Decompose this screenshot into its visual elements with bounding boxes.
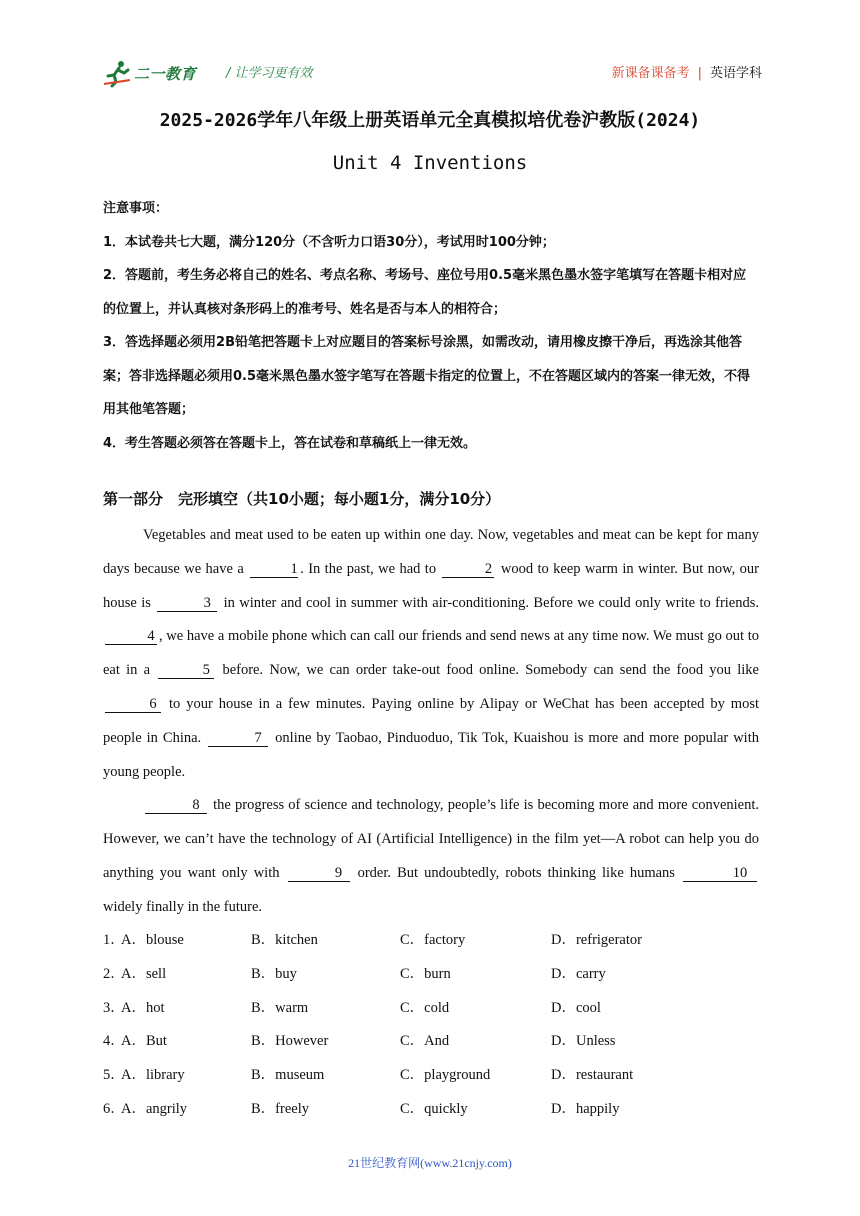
option-d: D．cool bbox=[551, 999, 601, 1016]
question-number: 4． bbox=[103, 1033, 125, 1050]
option-d: D．restaurant bbox=[551, 1067, 634, 1084]
passage-paragraph-1 bbox=[103, 519, 759, 789]
blank-6: 6 bbox=[105, 696, 161, 713]
option-a: A．angrily bbox=[121, 1100, 188, 1117]
header-course-label: 新课备课备考 bbox=[611, 66, 690, 81]
option-row bbox=[103, 992, 759, 1026]
blank-2: 2 bbox=[442, 561, 494, 578]
question-number: 6． bbox=[103, 1100, 125, 1117]
option-b: B．However bbox=[251, 1033, 329, 1050]
option-b: B．buy bbox=[251, 965, 297, 982]
passage-text: before. Now, we can order take-out food online. Somebody can send the food you like bbox=[216, 662, 759, 679]
option-c: C．quickly bbox=[400, 1100, 468, 1117]
option-a: A．But bbox=[121, 1033, 167, 1050]
option-c: C．And bbox=[400, 1033, 450, 1050]
page-header bbox=[102, 56, 762, 92]
blank-7: 7 bbox=[208, 730, 268, 747]
blank-1: 1 bbox=[250, 561, 298, 578]
option-b: B．freely bbox=[251, 1100, 309, 1117]
cloze-passage bbox=[103, 519, 759, 925]
passage-text: order. But undoubtedly, robots thinking like humans bbox=[351, 864, 681, 881]
header-right bbox=[612, 62, 762, 81]
note-item: 3．答选择题必须用2B铅笔把答题卡上对应题目的答案标号涂黑，如需改动，请用橡皮擦干净后，再选涂其他答案；答非选择题必须用0.5毫米黑色墨水签字笔写在答题卡指定的位置上，不在答题区域内的答案一律无效，不得用其他笔答题； bbox=[103, 335, 751, 417]
blank-8: 8 bbox=[145, 797, 207, 814]
passage-text: in winter and cool in summer with air-conditioning. Before we could only write to friends. bbox=[219, 594, 760, 611]
passage-text: online by Taobao, Pinduoduo, Tik Tok, Kuaishou is more and more popular with young people. bbox=[103, 729, 759, 780]
question-number: 1． bbox=[103, 932, 125, 948]
passage-text: . In the past, we had to bbox=[300, 560, 441, 577]
option-d: D．Unless bbox=[551, 1033, 616, 1050]
blank-4: 4 bbox=[105, 628, 157, 645]
running-figure-icon bbox=[102, 58, 132, 88]
option-b: B．museum bbox=[251, 1067, 325, 1084]
page-footer[interactable]: 21世纪教育网(www.21cnjy.com) bbox=[348, 1156, 512, 1170]
passage-text: to your house in a few minutes. Paying online by Alipay or WeChat has been accepted by most people in China. bbox=[103, 695, 759, 746]
note-item: 4．考生答题必须答在答题卡上，答在试卷和草稿纸上一律无效。 bbox=[103, 435, 477, 451]
blank-5: 5 bbox=[158, 662, 214, 679]
option-a: A．sell bbox=[121, 965, 167, 982]
blank-3: 3 bbox=[157, 595, 217, 612]
passage-text: widely finally in the future. bbox=[103, 898, 263, 915]
notes-block bbox=[103, 192, 759, 460]
option-d: D．carry bbox=[551, 965, 606, 982]
note-item: 1．本试卷共七大题，满分120分（不含听力口语30分），考试用时100分钟； bbox=[103, 234, 555, 250]
passage-paragraph-2 bbox=[103, 789, 759, 924]
option-b: B．kitchen bbox=[251, 932, 318, 948]
passage-text: wood to keep warm in winter. But now, our house is bbox=[103, 560, 759, 611]
passage-text: Vegetables and meat used to be eaten up within one day. Now, vegetables and meat can be kept for many days because we have a bbox=[103, 527, 759, 577]
options-list bbox=[103, 924, 759, 1127]
blank-9: 9 bbox=[288, 865, 350, 882]
option-row bbox=[103, 1025, 759, 1059]
header-separator: | bbox=[697, 66, 702, 81]
notes-heading: 注意事项： bbox=[103, 201, 169, 216]
unit-title: Unit 4 Inventions bbox=[332, 152, 528, 174]
option-a: A．library bbox=[121, 1067, 185, 1084]
question-number: 3． bbox=[103, 999, 125, 1016]
option-d: D．happily bbox=[551, 1100, 620, 1117]
exam-title: 2025-2026学年八年级上册英语单元全真模拟培优卷沪教版(2024) bbox=[159, 110, 701, 131]
option-c: C．burn bbox=[400, 965, 451, 982]
option-a: A．blouse bbox=[121, 932, 184, 948]
logo bbox=[102, 56, 196, 90]
option-d: D．refrigerator bbox=[551, 932, 642, 948]
logo-text: 二一教育 bbox=[134, 64, 197, 83]
option-c: C．cold bbox=[400, 999, 450, 1016]
option-row bbox=[103, 1093, 759, 1127]
option-a: A．hot bbox=[121, 999, 165, 1016]
question-number: 5． bbox=[103, 1067, 125, 1084]
passage-text: , we have a mobile phone which can call our friends and send news at any time now. We must go out to eat in a bbox=[103, 628, 759, 679]
slogan: / 让学习更有效 bbox=[226, 66, 313, 81]
passage-text: the progress of science and technology, people’s life is becoming more and more convenient. However, we can’t have the technology of AI (Artificial Intelligence) in the film yet—A robot can help you do anything you want only with bbox=[103, 797, 759, 881]
header-subject: 英语学科 bbox=[709, 66, 762, 81]
question-number: 2． bbox=[103, 965, 125, 982]
blank-10: 10 bbox=[683, 865, 757, 882]
note-item: 2．答题前，考生务必将自己的姓名、考点名称、考场号、座位号用0.5毫米黑色墨水签字笔填写在答题卡相对应的位置上，并认真核对条形码上的准考号、姓名是否与本人的相符合； bbox=[103, 268, 747, 317]
option-row bbox=[103, 924, 759, 958]
option-c: C．playground bbox=[400, 1067, 491, 1084]
option-row bbox=[103, 958, 759, 992]
section-heading: 第一部分 完形填空（共10小题；每小题1分，满分10分） bbox=[103, 490, 501, 508]
option-c: C．factory bbox=[400, 932, 466, 948]
option-row bbox=[103, 1059, 759, 1093]
option-b: B．warm bbox=[251, 999, 309, 1016]
